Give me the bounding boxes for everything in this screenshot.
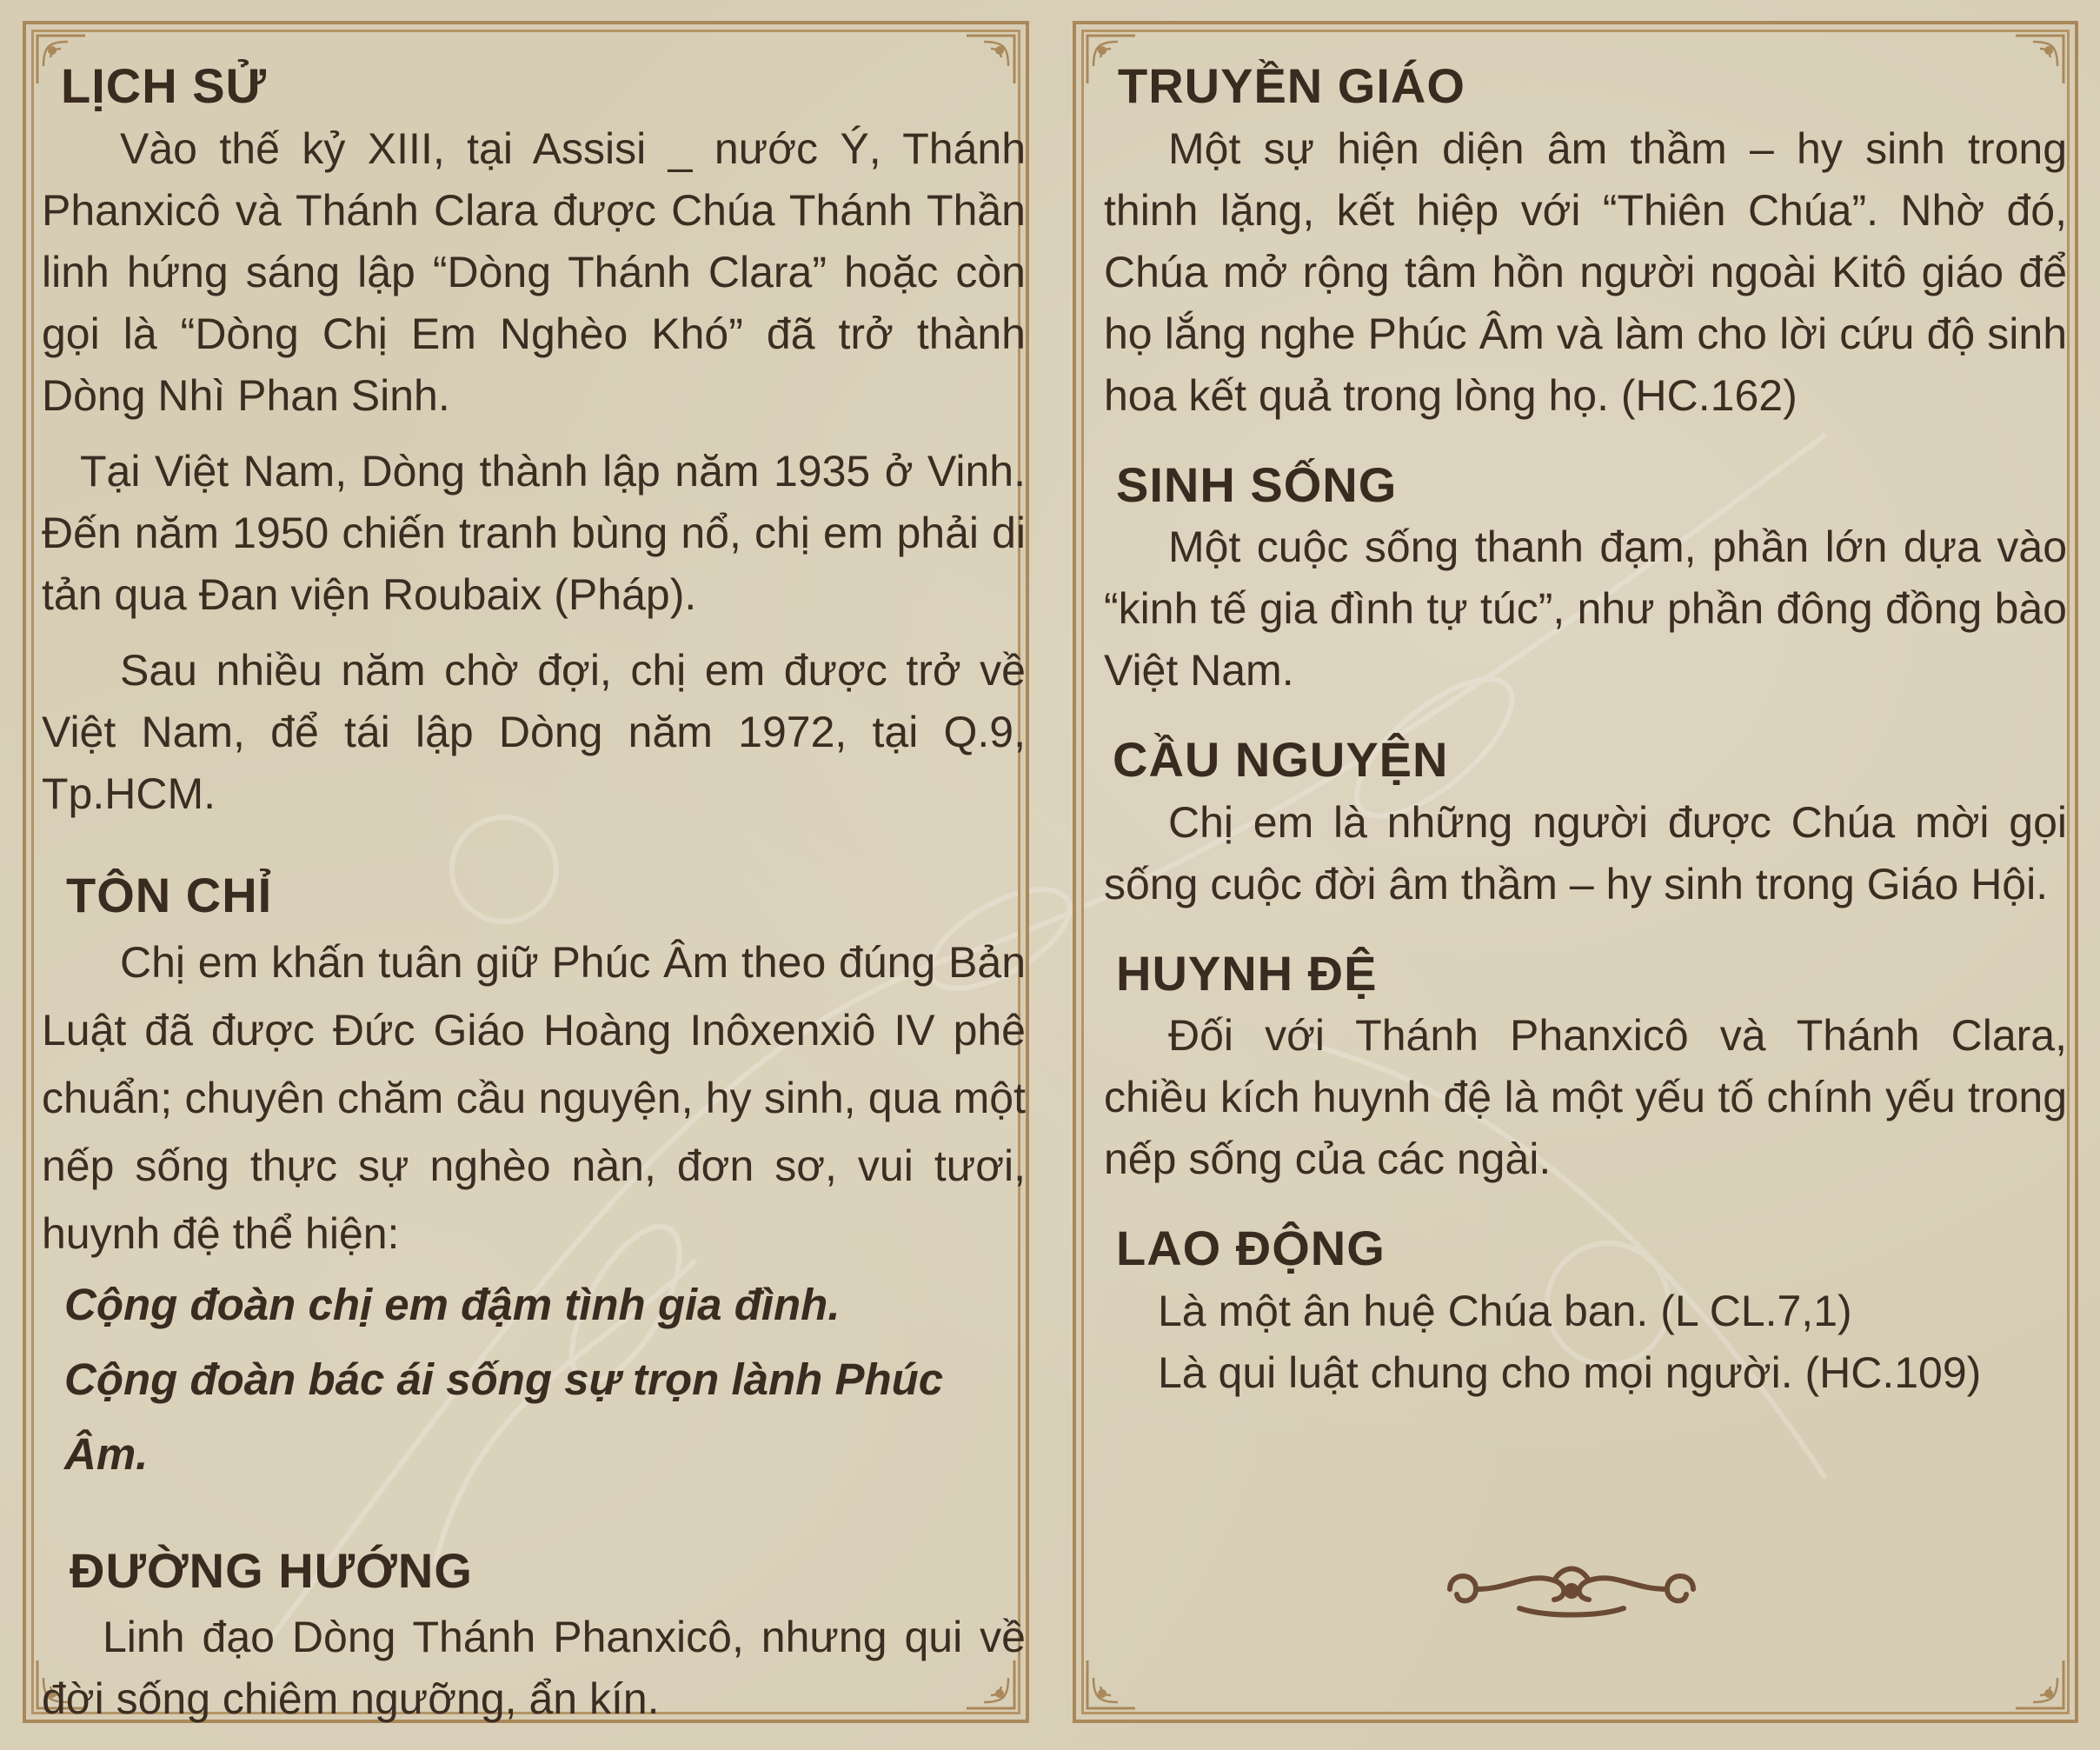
section-heading: CẦU NGUYỆN	[1113, 732, 1449, 788]
paragraph: Linh đạo Dòng Thánh Phanxicô, nhưng qui về đời sống chiêm ngưỡng, ẩn kín.	[42, 1612, 1026, 1723]
section-ton-chi	[42, 868, 1026, 1493]
section-huynh-de	[1104, 947, 2067, 1191]
scroll-ornament-icon	[1424, 1554, 1719, 1624]
right-content	[1104, 59, 2067, 1404]
section-heading: LỊCH SỬ	[61, 58, 268, 113]
section-sinh-song	[1104, 458, 2067, 702]
paragraph: Là một ân huệ Chúa ban. (L CL.7,1)	[1158, 1286, 1852, 1335]
corner-flourish-icon	[1083, 1652, 1144, 1713]
paragraph: Sau nhiều năm chờ đợi, chị em được trở về Việt Nam, để tái lập Dòng năm 1972, tại Q.9, Tp.HCM.	[42, 645, 1026, 818]
paragraph: Tại Việt Nam, Dòng thành lập năm 1935 ở Vinh. Đến năm 1950 chiến tranh bùng nổ, chị em phải di tản qua Đan viện Roubaix (Pháp).	[42, 446, 1026, 619]
section-heading: TRUYỀN GIÁO	[1118, 58, 1465, 113]
paragraph: Một cuộc sống thanh đạm, phần lớn dựa vào “kinh tế gia đình tự túc”, như phần đông đồng bào Việt Nam.	[1104, 522, 2067, 695]
section-heading: SINH SỐNG	[1116, 456, 1398, 512]
section-lao-dong	[1104, 1221, 2067, 1404]
section-heading: TÔN CHỈ	[66, 867, 273, 922]
paragraph: Một sự hiện diện âm thầm – hy sinh trong thinh lặng, kết hiệp với “Thiên Chúa”. Nhờ đó, Chúa mở rộng tâm hồn người ngoài Kitô giáo để họ lắng nghe Phúc Âm và làm cho lời cứu độ sinh hoa kết quả trong lòng họ. (HC.162)	[1104, 123, 2067, 420]
section-heading: ĐƯỜNG HƯỚNG	[70, 1543, 473, 1599]
section-heading: LAO ĐỘNG	[1116, 1221, 1386, 1276]
paragraph: Đối với Thánh Phanxicô và Thánh Clara, chiều kích huynh đệ là một yếu tố chính yếu trong nếp sống của các ngài.	[1104, 1011, 2067, 1184]
paragraph: Chị em là những người được Chúa mời gọi sống cuộc đời âm thầm – hy sinh trong Giáo Hội.	[1104, 797, 2067, 908]
paragraph: Là qui luật chung cho mọi người. (HC.109)	[1158, 1347, 1982, 1397]
section-duong-huong	[42, 1544, 1026, 1730]
section-lich-su	[42, 59, 1026, 825]
paragraph: Chị em khấn tuân giữ Phúc Âm theo đúng Bản Luật đã được Đức Giáo Hoàng Inôxenxiô IV phê chuẩn; chuyên chăm cầu nguyện, hy sinh, qua một nếp sống thực sự nghèo nàn, đơn sơ, vui tươi, huynh đệ thể hiện:	[42, 938, 1026, 1259]
left-panel	[23, 21, 1029, 1723]
highlight-line: Cộng đoàn chị em đậm tình gia đình.	[64, 1280, 841, 1330]
corner-flourish-icon	[2007, 1652, 2068, 1713]
paragraph: Vào thế kỷ XIII, tại Assisi _ nước Ý, Thánh Phanxicô và Thánh Clara được Chúa Thánh Thần linh hứng sáng lập “Dòng Thánh Clara” hoặc còn gọi là “Dòng Chị Em Nghèo Khó” đã trở thành Dòng Nhì Phan Sinh.	[42, 123, 1026, 420]
section-heading: HUYNH ĐỆ	[1116, 945, 1378, 1001]
section-cau-nguyen	[1104, 733, 2067, 915]
left-content	[42, 59, 1026, 1730]
right-panel	[1073, 21, 2078, 1723]
section-truyen-giao	[1104, 59, 2067, 427]
highlight-line: Cộng đoàn bác ái sống sự trọn lành Phúc Âm.	[64, 1354, 944, 1480]
